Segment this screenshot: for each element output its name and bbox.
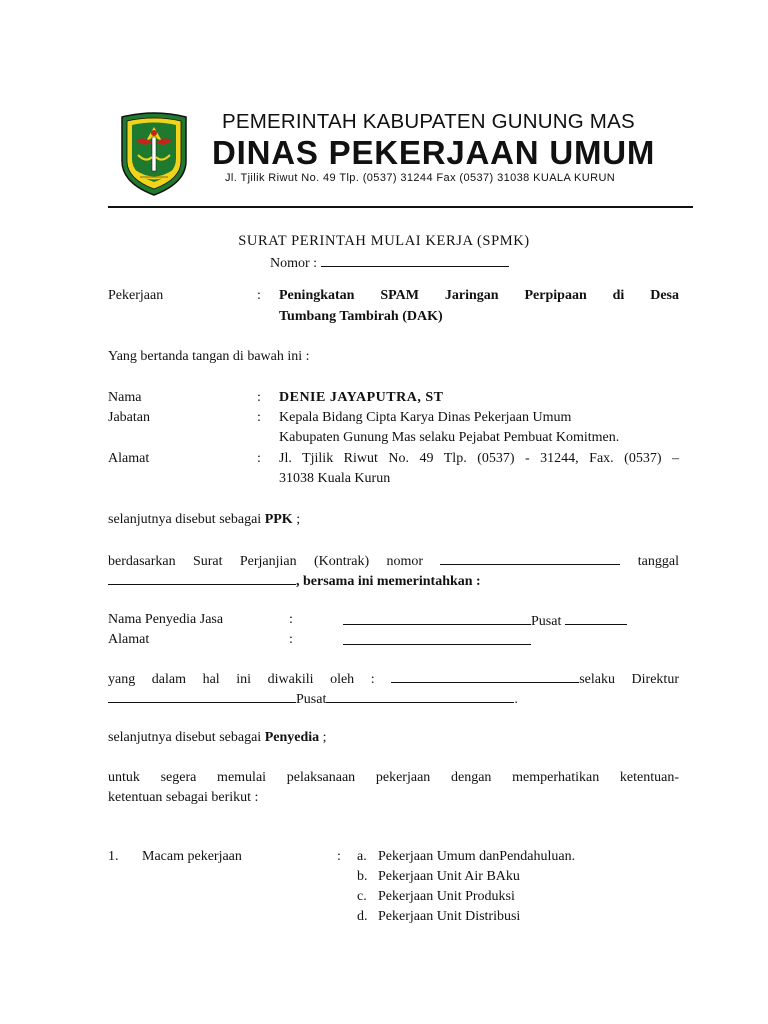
kontrak-text3: , bersama ini memerintahkan :	[296, 574, 481, 589]
pekerjaan-colon: :	[257, 288, 261, 303]
nama-colon: :	[257, 390, 261, 405]
alamat-line2: 31038 Kuala Kurun	[279, 471, 391, 486]
nama-value: DENIE JAYAPUTRA, ST	[279, 390, 444, 405]
list-label: Macam pekerjaan	[142, 849, 242, 864]
nama-label: Nama	[108, 390, 142, 405]
penyedia-alamat-field	[343, 632, 531, 650]
wakil-text1: yang dalam hal ini diwakili oleh :	[108, 672, 375, 687]
jabatan-label: Jabatan	[108, 410, 150, 425]
pekerjaan-value-line2: Tumbang Tambirah (DAK)	[279, 309, 443, 324]
nomor-label: Nomor :	[270, 256, 318, 271]
list-item-letter: d.	[357, 909, 368, 924]
alamat-line1: Jl. Tjilik Riwut No. 49 Tlp. (0537) - 31244, Fax. (0537) –	[279, 451, 679, 466]
penyedia-ref-term: Penyedia	[264, 730, 320, 745]
wakil-end: .	[514, 692, 518, 707]
penyedia-alamat-label: Alamat	[108, 632, 150, 647]
penyedia-pusat-blank	[565, 612, 627, 625]
document-title: SURAT PERINTAH MULAI KERJA (SPMK)	[238, 233, 530, 249]
department-address: Jl. Tjilik Riwut No. 49 Tlp. (0537) 31244 Fax (0537) 31038 KUALA KURUN	[225, 172, 616, 184]
kontrak-line1	[108, 552, 679, 570]
wakil-line1	[108, 670, 679, 688]
list-item-letter: b.	[357, 869, 368, 884]
department-name: DINAS PEKERJAAN UMUM	[212, 134, 656, 171]
government-name: PEMERINTAH KABUPATEN GUNUNG MAS	[222, 110, 635, 133]
kontrak-line2	[108, 572, 481, 590]
penyedia-alamat-colon: :	[289, 632, 293, 647]
jabatan-colon: :	[257, 410, 261, 425]
wakil-pusat-blank	[326, 690, 514, 703]
ppk-line	[108, 512, 300, 528]
pekerjaan-label: Pekerjaan	[108, 288, 164, 303]
ketentuan-line1: untuk segera memulai pelaksanaan pekerjaan dengan memperhatikan ketentuan-	[108, 770, 679, 785]
kontrak-date-blank	[108, 572, 296, 585]
penyedia-nama-blank	[343, 612, 531, 625]
list-item-letter: c.	[357, 889, 367, 904]
jabatan-line1: Kepala Bidang Cipta Karya Dinas Pekerjaan Umum	[279, 410, 572, 425]
list-item-text: Pekerjaan Unit Air BAku	[378, 869, 520, 884]
list-item-text: Pekerjaan Unit Distribusi	[378, 909, 521, 924]
jabatan-line2: Kabupaten Gunung Mas selaku Pejabat Pembuat Komitmen.	[279, 430, 620, 445]
penyedia-nama-label: Nama Penyedia Jasa	[108, 612, 224, 627]
list-colon: :	[337, 849, 341, 864]
letterhead-rule	[108, 206, 693, 208]
list-item-text: Pekerjaan Unit Produksi	[378, 889, 515, 904]
list-item-text: Pekerjaan Umum danPendahuluan.	[378, 849, 576, 864]
ketentuan-line2: ketentuan sebagai berikut :	[108, 790, 259, 805]
direktur-blank	[108, 690, 296, 703]
penyedia-alamat-blank	[343, 632, 531, 645]
wakil-name-blank	[391, 670, 579, 683]
alamat-colon: :	[257, 451, 261, 466]
penyedia-nama-field	[343, 612, 627, 630]
alamat-label: Alamat	[108, 451, 150, 466]
kontrak-number-blank	[440, 552, 620, 565]
list-item-letter: a.	[357, 849, 367, 864]
penyedia-ref-prefix: selanjutnya disebut sebagai	[108, 730, 262, 745]
ppk-prefix: selanjutnya disebut sebagai	[108, 512, 262, 527]
kontrak-text2: tanggal	[637, 554, 680, 569]
intro-text: Yang bertanda tangan di bawah ini :	[108, 349, 310, 364]
wakil-line2	[108, 690, 518, 708]
wakil-pusat-label: Pusat	[296, 692, 327, 707]
regency-emblem-icon	[118, 111, 190, 197]
kontrak-text1: berdasarkan Surat Perjanjian (Kontrak) nomor	[108, 554, 424, 569]
list-number: 1.	[108, 849, 119, 864]
nomor-line	[270, 254, 509, 272]
ppk-suffix: ;	[296, 512, 301, 527]
penyedia-pusat-label: Pusat	[531, 614, 562, 629]
penyedia-nama-colon: :	[289, 612, 293, 627]
penyedia-ref-suffix: ;	[322, 730, 327, 745]
ppk-term: PPK	[264, 512, 293, 527]
pekerjaan-value-line1: Peningkatan SPAM Jaringan Perpipaan di Desa	[279, 288, 679, 303]
penyedia-ref-line	[108, 730, 327, 746]
wakil-text2: selaku Direktur	[579, 672, 679, 687]
nomor-blank	[321, 254, 509, 267]
